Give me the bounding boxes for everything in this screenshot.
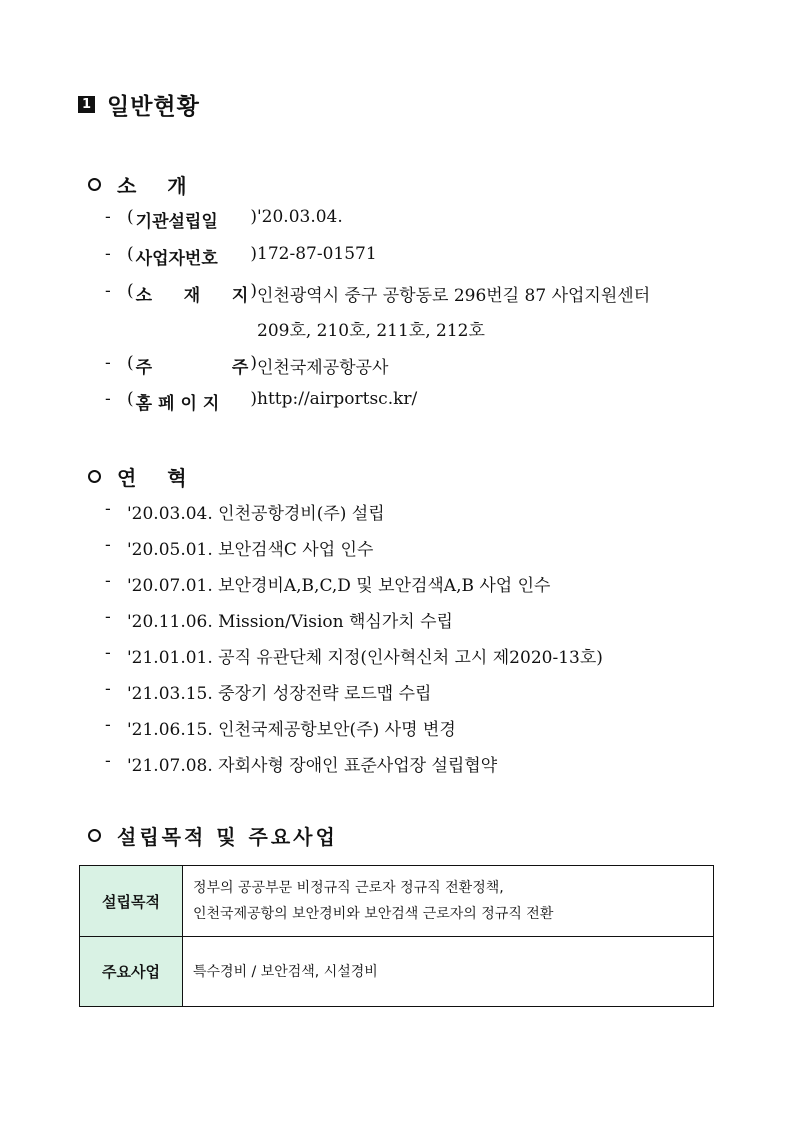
value-founded: '20.03.04. bbox=[257, 207, 343, 227]
section-title: 일반현황 bbox=[107, 94, 200, 120]
purpose-title-text: 설립목적 및 주요사업 bbox=[117, 825, 338, 849]
value-address-cont: 209호, 210호, 211호, 212호 bbox=[257, 321, 485, 341]
label-address-a: 소 bbox=[135, 286, 153, 306]
history-item: - '20.11.06. Mission/Vision 핵심가치 수립 bbox=[105, 607, 453, 632]
label-address-b: 재 bbox=[183, 286, 201, 306]
intro-row-bizno: - ( 사업자번호 ) 172-87-01571 bbox=[105, 244, 377, 269]
label-owner-c: 주 bbox=[231, 358, 249, 378]
intro-title-text: 소 개 bbox=[117, 174, 199, 198]
section-number-badge: 1 bbox=[78, 96, 95, 113]
table-row bbox=[80, 937, 714, 1007]
table-header-business: 주요사업 bbox=[80, 937, 183, 1007]
label-homepage: 홈페이지 bbox=[135, 394, 226, 414]
history-item: - '21.03.15. 중장기 성장전략 로드맵 수립 bbox=[105, 679, 432, 704]
intro-row-address: - ( 소 재 지 ) 인천광역시 중구 공항동로 296번길 87 사업지원센터 bbox=[105, 281, 651, 306]
intro-title bbox=[88, 170, 199, 199]
circle-bullet-icon bbox=[88, 470, 101, 483]
history-item: - '20.05.01. 보안검색C 사업 인수 bbox=[105, 535, 374, 560]
intro-row-founded: - ( 기관설립일 ) '20.03.04. bbox=[105, 207, 343, 232]
circle-bullet-icon bbox=[88, 178, 101, 191]
table-cell-purpose: 정부의 공공부문 비정규직 근로자 정규직 전환정책, 인천국제공항의 보안경비와 보안검색 근로자의 정규직 전환 bbox=[183, 866, 714, 937]
label-founded: 기관설립일 bbox=[135, 212, 218, 232]
purpose-title bbox=[88, 821, 338, 850]
intro-row-homepage: - ( 홈페이지 ) http://airportsc.kr/ bbox=[105, 389, 418, 414]
table-cell-business: 특수경비 / 보안검색, 시설경비 bbox=[183, 937, 714, 1007]
history-item: - '20.03.04. 인천공항경비(주) 설립 bbox=[105, 499, 385, 524]
history-item: - '20.07.01. 보안경비A,B,C,D 및 보안검색A,B 사업 인수 bbox=[105, 571, 551, 596]
value-owner: 인천국제공항공사 bbox=[257, 358, 389, 378]
history-item: - '21.06.15. 인천국제공항보안(주) 사명 변경 bbox=[105, 715, 456, 740]
label-owner-a: 주 bbox=[135, 358, 153, 378]
label-address-c: 지 bbox=[231, 286, 249, 306]
history-item: - '21.07.08. 자회사형 장애인 표준사업장 설립협약 bbox=[105, 751, 498, 776]
circle-bullet-icon bbox=[88, 829, 101, 842]
value-address: 인천광역시 중구 공항동로 296번길 87 사업지원센터 bbox=[257, 286, 651, 306]
label-bizno: 사업자번호 bbox=[135, 249, 218, 269]
history-item: - '21.01.01. 공직 유관단체 지정(인사혁신처 고시 제2020-13호) bbox=[105, 643, 603, 668]
table-header-purpose: 설립목적 bbox=[80, 866, 183, 937]
homepage-link[interactable]: http://airportsc.kr/ bbox=[257, 389, 418, 409]
purpose-table bbox=[79, 865, 714, 1007]
intro-row-owner: - ( 주 주 ) 인천국제공항공사 bbox=[105, 353, 389, 378]
table-row bbox=[80, 866, 714, 937]
value-bizno: 172-87-01571 bbox=[257, 244, 377, 264]
history-title-text: 연 혁 bbox=[117, 466, 199, 490]
section-heading bbox=[78, 88, 200, 121]
history-title bbox=[88, 462, 199, 491]
